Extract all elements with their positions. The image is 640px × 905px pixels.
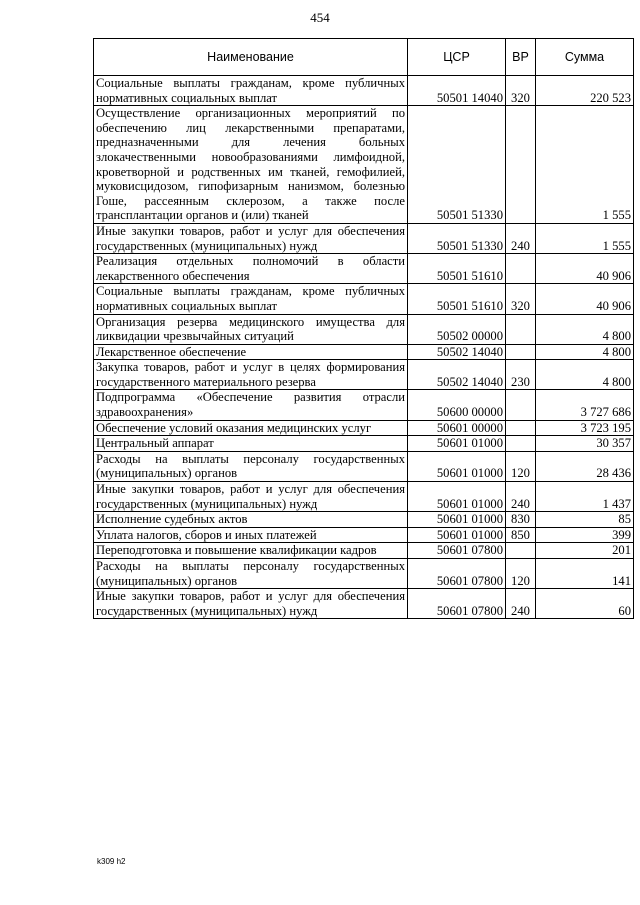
cell-vr <box>506 106 536 224</box>
column-header-name: Наименование <box>94 39 408 76</box>
cell-sum: 40 906 <box>536 284 634 314</box>
table-row <box>94 512 634 528</box>
cell-vr <box>506 314 536 344</box>
table-row <box>94 390 634 420</box>
cell-sum: 30 357 <box>536 436 634 452</box>
budget-table <box>93 38 634 619</box>
cell-csr: 50601 01000 <box>408 512 506 528</box>
table-row <box>94 284 634 314</box>
cell-csr: 50502 14040 <box>408 344 506 360</box>
cell-sum: 40 906 <box>536 254 634 284</box>
cell-csr: 50601 01000 <box>408 527 506 543</box>
cell-name: Уплата налогов, сборов и иных платежей <box>94 527 408 543</box>
cell-csr: 50501 14040 <box>408 76 506 106</box>
cell-name: Переподготовка и повышение квалификации кадров <box>94 543 408 559</box>
cell-sum: 4 800 <box>536 314 634 344</box>
cell-csr: 50502 00000 <box>408 314 506 344</box>
table-row <box>94 451 634 481</box>
table-row <box>94 589 634 619</box>
table-row <box>94 420 634 436</box>
cell-csr: 50501 51330 <box>408 223 506 253</box>
cell-csr: 50601 01000 <box>408 451 506 481</box>
cell-sum: 4 800 <box>536 344 634 360</box>
cell-sum: 28 436 <box>536 451 634 481</box>
cell-name: Осуществление организационных мероприятий по обеспечению лиц лекарственными препаратами, предназначенными для лечения больных злокачественными новообразованиями лимфоидной, кроветворной и родственных им тканей, гемофилией, муковисцидозом, гипофизарным нанизмом, болезнью Гоше, рассеянным склерозом, а также после трансплантации органов и (или) тканей <box>94 106 408 224</box>
cell-sum: 3 723 195 <box>536 420 634 436</box>
cell-name: Иные закупки товаров, работ и услуг для обеспечения государственных (муниципальных) нужд <box>94 589 408 619</box>
footer-code: k309 h2 <box>97 857 126 866</box>
cell-name: Исполнение судебных актов <box>94 512 408 528</box>
cell-vr: 240 <box>506 223 536 253</box>
cell-csr: 50601 00000 <box>408 420 506 436</box>
cell-vr <box>506 420 536 436</box>
cell-name: Социальные выплаты гражданам, кроме публичных нормативных социальных выплат <box>94 76 408 106</box>
cell-name: Закупка товаров, работ и услуг в целях формирования государственного материального резерва <box>94 360 408 390</box>
cell-sum: 201 <box>536 543 634 559</box>
cell-vr: 850 <box>506 527 536 543</box>
table-row <box>94 360 634 390</box>
table-row <box>94 314 634 344</box>
table-row <box>94 223 634 253</box>
cell-name: Реализация отдельных полномочий в области лекарственного обеспечения <box>94 254 408 284</box>
cell-vr: 320 <box>506 284 536 314</box>
table-header-row <box>94 39 634 76</box>
cell-name: Социальные выплаты гражданам, кроме публичных нормативных социальных выплат <box>94 284 408 314</box>
cell-csr: 50501 51330 <box>408 106 506 224</box>
table-row <box>94 436 634 452</box>
cell-vr <box>506 390 536 420</box>
cell-name: Расходы на выплаты персоналу государственных (муниципальных) органов <box>94 451 408 481</box>
cell-vr: 830 <box>506 512 536 528</box>
cell-sum: 1 437 <box>536 482 634 512</box>
cell-vr <box>506 344 536 360</box>
table-row <box>94 482 634 512</box>
cell-vr: 240 <box>506 589 536 619</box>
cell-name: Подпрограмма «Обеспечение развития отрасли здравоохранения» <box>94 390 408 420</box>
page-number: 454 <box>310 10 330 25</box>
cell-csr: 50501 51610 <box>408 284 506 314</box>
cell-csr: 50601 07800 <box>408 543 506 559</box>
cell-name: Центральный аппарат <box>94 436 408 452</box>
cell-csr: 50502 14040 <box>408 360 506 390</box>
cell-sum: 60 <box>536 589 634 619</box>
cell-sum: 220 523 <box>536 76 634 106</box>
cell-sum: 85 <box>536 512 634 528</box>
cell-sum: 399 <box>536 527 634 543</box>
cell-csr: 50601 01000 <box>408 436 506 452</box>
cell-sum: 3 727 686 <box>536 390 634 420</box>
cell-sum: 141 <box>536 559 634 589</box>
cell-name: Расходы на выплаты персоналу государственных (муниципальных) органов <box>94 559 408 589</box>
cell-csr: 50501 51610 <box>408 254 506 284</box>
cell-name: Иные закупки товаров, работ и услуг для обеспечения государственных (муниципальных) нужд <box>94 482 408 512</box>
cell-vr: 240 <box>506 482 536 512</box>
cell-csr: 50601 07800 <box>408 559 506 589</box>
table-row <box>94 527 634 543</box>
table-body <box>94 76 634 619</box>
cell-name: Иные закупки товаров, работ и услуг для обеспечения государственных (муниципальных) нужд <box>94 223 408 253</box>
column-header-vr: ВР <box>506 39 536 76</box>
cell-sum: 1 555 <box>536 106 634 224</box>
cell-name: Организация резерва медицинского имущества для ликвидации чрезвычайных ситуаций <box>94 314 408 344</box>
cell-vr: 320 <box>506 76 536 106</box>
cell-vr <box>506 254 536 284</box>
table-row <box>94 559 634 589</box>
cell-vr: 120 <box>506 559 536 589</box>
cell-vr: 230 <box>506 360 536 390</box>
cell-csr: 50601 07800 <box>408 589 506 619</box>
cell-sum: 1 555 <box>536 223 634 253</box>
cell-csr: 50601 01000 <box>408 482 506 512</box>
cell-csr: 50600 00000 <box>408 390 506 420</box>
table-row <box>94 254 634 284</box>
cell-name: Лекарственное обеспечение <box>94 344 408 360</box>
cell-sum: 4 800 <box>536 360 634 390</box>
cell-vr: 120 <box>506 451 536 481</box>
table-row <box>94 106 634 224</box>
table-row <box>94 543 634 559</box>
cell-vr <box>506 543 536 559</box>
column-header-csr: ЦСР <box>408 39 506 76</box>
column-header-sum: Сумма <box>536 39 634 76</box>
table-row <box>94 76 634 106</box>
cell-name: Обеспечение условий оказания медицинских услуг <box>94 420 408 436</box>
table-row <box>94 344 634 360</box>
cell-vr <box>506 436 536 452</box>
